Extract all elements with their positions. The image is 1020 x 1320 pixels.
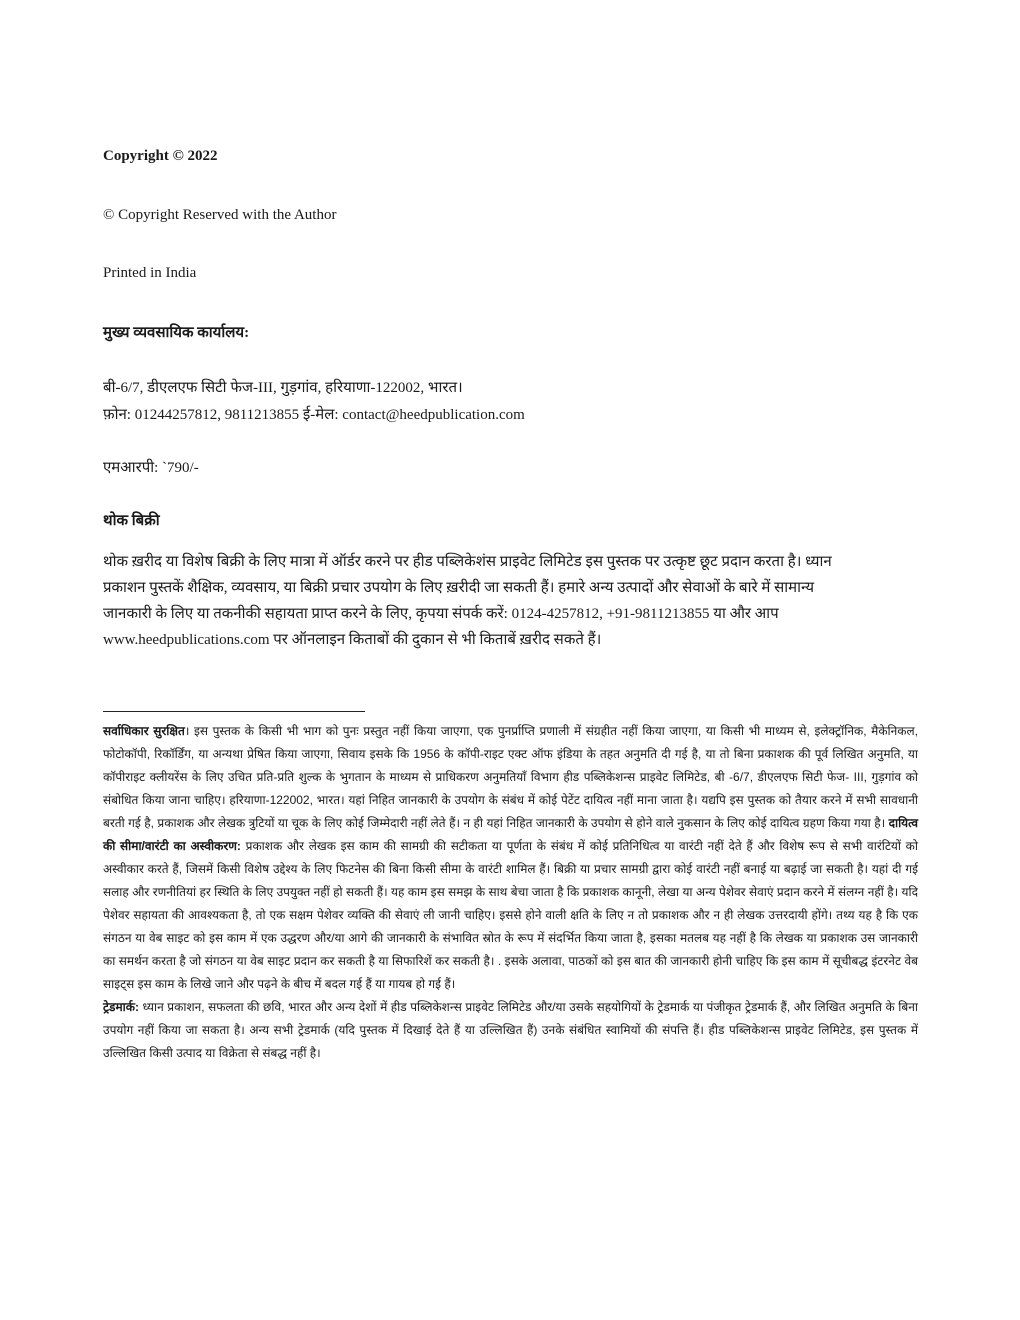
bulk-sales-heading: थोक बिक्री — [103, 513, 160, 529]
trademark-label: ट्रेडमार्क: — [103, 1000, 139, 1014]
bulk-line: प्रकाशन पुस्तकें शैक्षिक, व्यवसाय, या बिक्री प्रचार उपयोग के लिए ख़रीदी जा सकती हैं। हमारे अन्य उत्पादों और सेवाओं के बारे में सामान्य — [103, 580, 815, 596]
rights-label: सर्वाधिकार सुरक्षित — [103, 724, 185, 738]
liability-label: दायित्व की सीमा/वारंटी का अस्वीकरण: — [103, 816, 918, 853]
rights-text: । इस पुस्तक के किसी भी भाग को पुनः प्रस्तुत नहीं किया जाएगा, एक पुनर्प्राप्ति प्रणाली में संग्रहीत नहीं किया जाएगा, या किसी भी माध्यम से, इलेक्ट्रॉनिक, मैकेनिकल, फोटोकॉपी, रिकॉर्डिंग, या अन्यथा प्रेषित किया जाएगा, सिवाय इसके कि 1956 के कॉपी-राइट एक्ट ऑफ इंडिया के तहत अनुमति दी गई है, या तो बिना प्रकाशक की पूर्व लिखित अनुमति, या कॉपीराइट क्लीयरेंस के लिए उचित प्रति-प्रति शुल्क के भुगतान के माध्यम से प्राधिकरण अनुमतियाँ विभाग हीड पब्लिकेशन्स प्राइवेट लिमिटेड, बी -6/7, डीएलएफ सिटी फेज- III, गुड़गांव को संबोधित किया जाना चाहिए। हरियाणा-122002, भारत। यहां निहित जानकारी के उपयोग के संबंध में कोई पेटेंट दायित्व नहीं माना जाता है। यद्यपि इस पुस्तक को तैयार करने में सभी सावधानी बरती गई है, प्रकाशक और लेखक त्रुटियों या चूक के लिए कोई जिम्मेदारी नहीं लेते हैं। न ही यहां निहित जानकारी के उपयोग से होने वाले नुकसान के लिए कोई दायित्व ग्रहण किया गया है। — [103, 724, 918, 830]
trademark-paragraph — [103, 996, 918, 1065]
section-divider — [103, 711, 365, 712]
mrp-price: एमआरपी: `790/- — [103, 460, 199, 476]
copyright-reserved: © Copyright Reserved with the Author — [103, 207, 337, 223]
printed-in: Printed in India — [103, 265, 197, 281]
bulk-line: www.heedpublications.com पर ऑनलाइन किताबों की दुकान से भी किताबें ख़रीद सकते हैं। — [103, 632, 602, 648]
bulk-line: जानकारी के लिए या तकनीकी सहायता प्राप्त करने के लिए, कृपया संपर्क करें: 0124-4257812, +91-9811213855 या और आप — [103, 606, 779, 622]
liability-text: प्रकाशक और लेखक इस काम की सामग्री की सटीकता या पूर्णता के संबंध में कोई प्रतिनिधित्व या वारंटी नहीं देते हैं और विशेष रूप से सभी वारंटियों को अस्वीकार करते हैं, जिसमें किसी विशेष उद्देश्य के लिए फिटनेस की बिना किसी सीमा के वारंटी शामिल हैं। बिक्री या प्रचार सामग्री द्वारा कोई वारंटी नहीं बनाई या बढ़ाई जा सकती है। यहां दी गई सलाह और रणनीतियां हर स्थिति के लिए उपयुक्त नहीं हो सकती हैं। यह काम इस समझ के साथ बेचा जाता है कि प्रकाशक कानूनी, लेखा या अन्य पेशेवर सेवाएं प्रदान करने में संलग्न नहीं है। यदि पेशेवर सहायता की आवश्यकता है, तो एक सक्षम पेशेवर व्यक्ति की सेवाएं ली जानी चाहिए। इससे होने वाली क्षति के लिए न तो प्रकाशक और न ही लेखक उत्तरदायी होंगे। तथ्य यह है कि एक संगठन या वेब साइट को इस काम में एक उद्धरण और/या आगे की जानकारी के संभावित स्रोत के रूप में संदर्भित किया जाता है, इसका मतलब यह नहीं है कि लेखक या प्रकाशक उस जानकारी का समर्थन करता है जो संगठन या वेब साइट प्रदान कर सकती है या सिफारिशें कर सकती है। . इसके अलावा, पाठकों को इस बात की जानकारी होनी चाहिए कि इस काम में सूचीबद्ध इंटरनेट वेब साइट्स इस काम के लिखे जाने और पढ़ने के बीच में बदल गई हैं या गायब हो गई हैं। — [103, 839, 918, 991]
office-contact: फ़ोन: 01244257812, 9811213855 ई-मेल: contact@heedpublication.com — [103, 407, 525, 423]
bulk-line: थोक ख़रीद या विशेष बिक्री के लिए मात्रा में ऑर्डर करने पर हीड पब्लिकेशंस प्राइवेट लिमिटेड इस पुस्तक पर उत्कृष्ट छूट प्रदान करता है। ध्यान — [103, 554, 832, 570]
bulk-sales-paragraph — [103, 549, 918, 653]
rights-paragraph — [103, 720, 918, 996]
office-heading: मुख्य व्यवसायिक कार्यालय: — [103, 325, 250, 341]
rights-notice — [103, 720, 918, 1065]
trademark-text: ध्यान प्रकाशन, सफलता की छवि, भारत और अन्य देशों में हीड पब्लिकेशन्स प्राइवेट लिमिटेड और/या उसके सहयोगियों के ट्रेडमार्क या पंजीकृत ट्रेडमार्क हैं, और लिखित अनुमति के बिना उपयोग नहीं किया जा सकता है। अन्य सभी ट्रेडमार्क (यदि पुस्तक में दिखाई देते हैं या उल्लिखित हैं) उनके संबंधित स्वामियों की संपत्ति हैं। हीड पब्लिकेशन्स प्राइवेट लिमिटेड, इस पुस्तक में उल्लिखित किसी उत्पाद या विक्रेता से संबद्ध नहीं है। — [103, 1000, 918, 1060]
office-address: बी-6/7, डीएलएफ सिटी फेज-III, गुड़गांव, हरियाणा-122002, भारत। — [103, 380, 463, 396]
copyright-year: Copyright © 2022 — [103, 148, 218, 164]
